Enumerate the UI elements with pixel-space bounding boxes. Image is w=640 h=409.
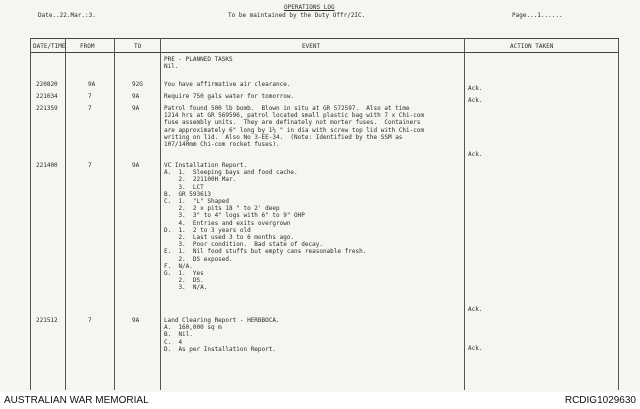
footer-record-id: RCDIG1029630 [564, 395, 636, 406]
action-text: Ack. [468, 345, 483, 352]
action-text: Ack. [468, 151, 483, 158]
column-header-event: EVENT [302, 43, 321, 50]
event-text: Require 750 gals water for tomorrow. [164, 93, 295, 100]
entry-from: 9A [88, 81, 96, 88]
footer-institution: AUSTRALIAN WAR MEMORIAL [4, 395, 149, 406]
entry-to: 9A [132, 105, 140, 112]
entry-time: 220820 [36, 81, 58, 88]
entry-to: 9A [132, 93, 140, 100]
entry-from: 7 [88, 317, 92, 324]
event-text: PRE - PLANNED TASKS Nil. [164, 56, 233, 71]
page-number: Page...1...... [512, 12, 563, 19]
column-divider [114, 38, 115, 390]
entry-time: 221034 [36, 93, 58, 100]
entry-time: 221359 [36, 105, 58, 112]
column-divider [464, 38, 465, 390]
action-text: Ack. [468, 306, 483, 313]
log-subtitle: To be maintained by the Duty Offr/2IC. [228, 12, 366, 19]
event-text: You have affirmative air clearance. [164, 81, 291, 88]
action-text: Ack. [468, 97, 483, 104]
table-right-border [618, 38, 619, 390]
table-left-border [30, 38, 31, 390]
archive-footer [0, 392, 640, 409]
column-divider [65, 38, 66, 390]
entry-from: 7 [88, 105, 92, 112]
column-divider [160, 38, 161, 390]
entry-from: 7 [88, 162, 92, 169]
event-text: Land Clearing Report - HERBBOCA. A. 160,000 sq m B. Nil. C. 4 D. As per Installation Report. [164, 317, 280, 353]
column-header-to: TO [134, 43, 142, 50]
entry-time: 221512 [36, 317, 58, 324]
entry-to: 9A [132, 162, 140, 169]
event-text: VC Installation Report. A. 1. Sleeping bays and food cache. 2. 221100H Mar. 3. LCT B. GR 593613 C. 1. "L" Shaped 2. 2 x pits 18 " to 2' deep 3. 3" to 4" logs with 6" to 9" OHP 4. Entries and exits overgrown D. 1. 2 to 3 years old 2. Last used 3 to 6 months ago. 3. Poor condition. Bad state of decay. E. 1. Nil food stuffs but empty cans reasonable fresh. 2. DS exposed. F. N/A. G. 1. Yes 2. DS. 3. N/A. [164, 162, 367, 292]
table-top-rule [30, 38, 618, 39]
log-date: Date..22.Mar.:3. [38, 12, 96, 19]
page-title: OPERATIONS LOG [284, 4, 335, 11]
column-header-date-time: DATE/TIME [33, 43, 66, 50]
entry-from: 7 [88, 93, 92, 100]
action-text: Ack. [468, 85, 483, 92]
column-header-from: FROM [80, 43, 95, 50]
event-text: Patrol found 500 lb bomb. Blown in situ at GR 572597. Also at time 1214 hrs at GR 569596, patrol located small plastic bag with 7 x Chi-com fuse assembly units. They are definately not morter fuses. Containers are approximately 6" long by 1½ " in dia with screw top lid with Chi-com writing on lid. Also No 3-EE-34. (Note: Identified by the SSM as 107/140mm Chi-com rocket fuses). [164, 105, 425, 149]
entry-time: 221400 [36, 162, 58, 169]
column-header-action: ACTION TAKEN [510, 43, 554, 50]
entry-to: 9A [132, 317, 140, 324]
table-header-rule [30, 52, 618, 53]
entry-to: 92G [132, 81, 143, 88]
